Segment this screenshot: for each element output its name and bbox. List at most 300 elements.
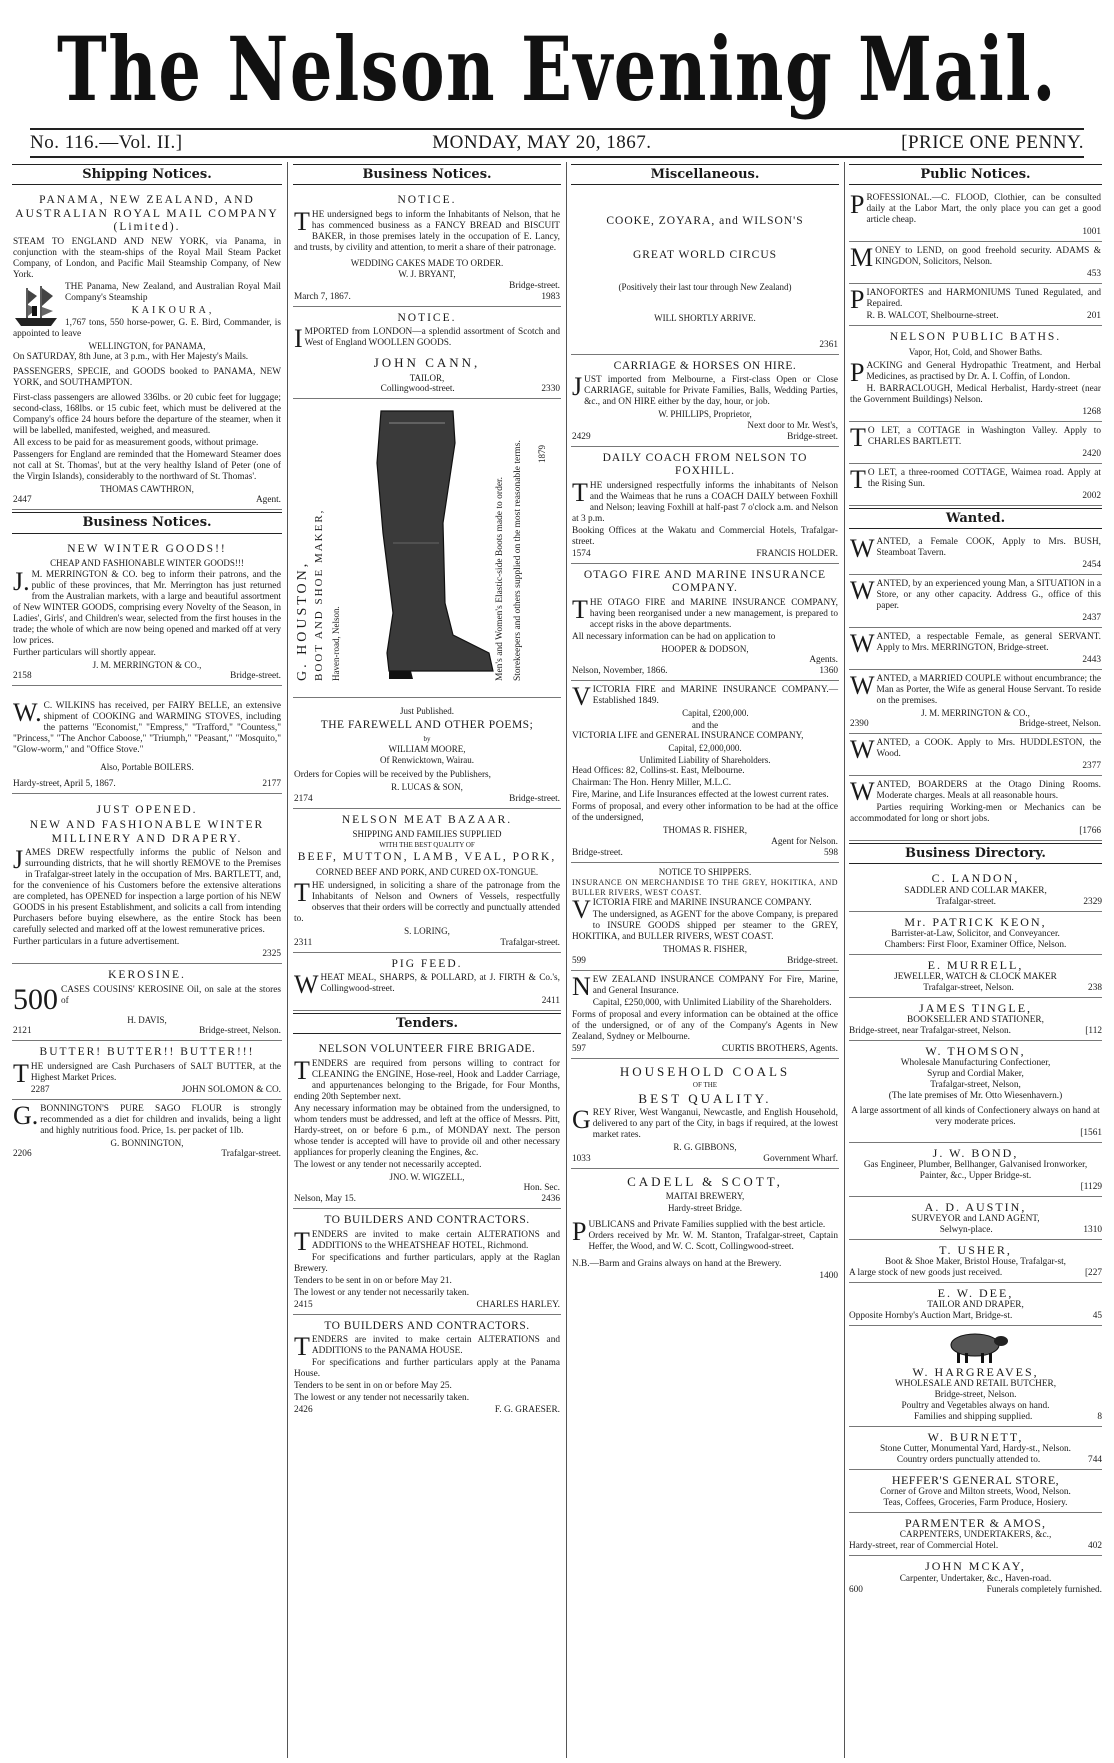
ad-heading: JUST OPENED. xyxy=(96,803,198,816)
directory-line: Stone Cutter, Monumental Yard, Hardy-st., Nelson. xyxy=(880,1444,1071,1455)
directory-line: Boot & Shoe Maker, Bristol House, Trafalgar-st, xyxy=(885,1257,1066,1268)
directory-entry xyxy=(849,998,1102,1041)
section-heading-wanted: Wanted. xyxy=(849,508,1102,529)
ad-text: Just Published. xyxy=(399,706,454,717)
ad-signature: JNO. W. WIGZELL, xyxy=(389,1171,465,1182)
section-heading-shipping: Shipping Notices. xyxy=(12,164,282,185)
ad-number: 2436 xyxy=(541,1194,560,1205)
ad-number: 8 xyxy=(1097,1412,1102,1423)
directory-name: W. BURNETT, xyxy=(927,1430,1024,1445)
directory-entry xyxy=(849,1283,1102,1326)
ad-number: 453 xyxy=(1087,269,1101,280)
directory-line: JEWELLER, WATCH & CLOCK MAKER xyxy=(894,971,1057,982)
ad-subheading: MAITAI BREWERY, xyxy=(665,1191,745,1202)
ad-text: WITH THE BEST QUALITY OF xyxy=(379,840,475,849)
section-heading-business: Business Notices. xyxy=(293,164,561,185)
ad-text: The lowest or any tender not necessarily taken. xyxy=(294,1392,470,1403)
ad-address: Trafalgar-street. xyxy=(500,937,560,948)
ad-number: 1310 xyxy=(1083,1224,1102,1235)
ad-text: Passengers for England are reminded that the Homeward Steamer does not call at St. Thomas', but at the very healthy Island of Peter (one of the Virgin Islands), considerably to the northward of St. Thomas'. xyxy=(13,449,281,482)
ad-foxhill-coach xyxy=(571,447,839,564)
ad-address: Bridge-street. xyxy=(787,431,838,442)
ad-fire-brigade xyxy=(293,1038,561,1209)
ad-number: [1129 xyxy=(1080,1181,1102,1192)
ad-number: 1400 xyxy=(819,1271,838,1282)
ad-text: Tenders to be sent in on or before May 21. xyxy=(294,1275,452,1286)
ad-heading: NELSON PUBLIC BATHS. xyxy=(889,331,1062,344)
directory-line: Wholesale Manufacturing Confectioner, xyxy=(900,1057,1051,1068)
ad-subheading: NEW AND FASHIONABLE WINTER MILLINERY AND DRAPERY. xyxy=(29,819,265,845)
ad-public-baths xyxy=(849,326,1102,422)
ad-text: THE Panama, New Zealand, and Australian Royal Mail Company's Steamship xyxy=(65,281,281,303)
ad-heading: COOKE, ZOYARA, and WILSON'S xyxy=(606,215,804,228)
ad-heading: NEW WINTER GOODS!! xyxy=(67,542,227,555)
ad-text: Further particulars in a future advertisement. xyxy=(13,937,180,948)
ad-text: JUST imported from Melbourne, a First-class Open or Close CARRIAGE, suitable for Private Families, Balls, Wedding Parties, &c., and ON HIRE either by the day, hour, or job. xyxy=(572,372,838,408)
ad-heading: TO BUILDERS AND CONTRACTORS. xyxy=(324,1214,530,1227)
ad-number: 599 xyxy=(572,955,586,966)
directory-line: Teas, Coffees, Groceries, Farm Produce, Hosiery. xyxy=(883,1498,1068,1509)
ad-address: Hardy-street, April 5, 1867. xyxy=(13,778,116,789)
ad-signature: CHARLES HARLEY. xyxy=(476,1299,560,1310)
column-1 xyxy=(12,162,282,1758)
ad-text: CORNED BEEF AND PORK, AND CURED OX-TONGUE. xyxy=(315,866,539,877)
ad-address: Bridge-street, Nelson. xyxy=(199,1026,281,1037)
directory-entry xyxy=(849,912,1102,955)
ad-number: 2377 xyxy=(1082,761,1101,772)
directory-entry xyxy=(849,1143,1102,1197)
ad-text: For specifications and further particulars apply at the Panama House. xyxy=(294,1358,560,1379)
ad-text: THE undersigned are Cash Purchasers of SALT BUTTER, at the Highest Market Prices. xyxy=(13,1058,281,1088)
ad-heading: TO BUILDERS AND CONTRACTORS. xyxy=(324,1319,530,1332)
ad-panama-mail xyxy=(12,189,282,510)
ad-kerosine xyxy=(12,964,282,1041)
ad-number: 2420 xyxy=(1082,448,1101,459)
ad-text: PASSENGERS, SPECIE, and GOODS booked to PANAMA, NEW YORK, and SOUTHAMPTON. xyxy=(13,367,281,389)
ad-title: Agent. xyxy=(255,495,281,506)
ad-text: INSURANCE ON MERCHANDISE TO THE GREY, HOKITIKA, AND BULLER RIVERS, WEST COAST. xyxy=(572,878,838,897)
ad-heading: HOUSEHOLD COALS xyxy=(619,1063,791,1079)
ad-james-drew xyxy=(12,794,282,964)
ad-signature: S. LORING, xyxy=(404,925,450,936)
ad-heading: PANAMA, NEW ZEALAND, AND AUSTRALIAN ROYAL MAIL COMPANY (Limited). xyxy=(15,194,279,234)
ad-number: 597 xyxy=(572,1043,586,1054)
ad-flood-clothier xyxy=(849,189,1102,242)
ad-text: Capital, £2,000,000. xyxy=(668,743,742,754)
directory-line: A large stock of new goods just received. xyxy=(849,1268,1003,1279)
ad-text: NEW ZEALAND INSURANCE COMPANY For Fire, Marine, and General Insurance. xyxy=(572,971,838,1001)
ad-quantity: 500 xyxy=(13,982,58,1016)
ad-number: 1574 xyxy=(572,548,591,559)
ad-signature: J. M. MERRINGTON & CO., xyxy=(921,707,1030,718)
ad-heading: CARRIAGE & HORSES ON HIRE. xyxy=(613,359,797,372)
ad-number: 744 xyxy=(1088,1455,1102,1466)
ad-text: Forms of proposal, and every other information to be had at the office of the undersigned, xyxy=(572,802,838,824)
ad-text: SHIPPING AND FAMILIES SUPPLIED xyxy=(352,829,502,840)
ad-number: 1033 xyxy=(572,1153,591,1164)
ad-wanted-servant xyxy=(849,628,1102,670)
ad-houston-boots xyxy=(293,403,561,698)
directory-entry xyxy=(849,1041,1102,1143)
ad-signature: R. LUCAS & SON, xyxy=(391,781,463,792)
column-rule xyxy=(844,162,845,1758)
ad-to-let-2 xyxy=(849,464,1102,506)
directory-line: Bridge-street, Nelson. xyxy=(934,1390,1017,1401)
ad-text: Storekeepers and others supplied on the most reasonable terms. xyxy=(513,440,523,682)
ad-address: Bridge-street. xyxy=(230,671,281,682)
ad-text: Any necessary information may be obtained from the undersigned, to whom tenders must be addressed, and left at the office of Messrs. Pitt, Hardy-street, on or before 6 p.m., of MONDAY next. The person whose tender is accepted will have to provide oil and other necessary appliances for properly cleaning the Engines, &c. xyxy=(294,1103,560,1158)
ad-nz-insurance xyxy=(571,971,839,1059)
ad-meat-bazaar xyxy=(293,809,561,953)
ad-number: 2325 xyxy=(262,949,281,960)
ad-text: For specifications and further particulars, apply at the Raglan Brewery. xyxy=(294,1252,560,1274)
directory-line: Funerals completely furnished. xyxy=(986,1584,1102,1595)
ad-number: 2330 xyxy=(541,384,560,395)
ad-text: PUBLICANS and Private Families supplied with the best article. xyxy=(572,1216,826,1246)
ad-text: TO LET, a three-roomed COTTAGE, Waimea road. Apply at the Rising Sun. xyxy=(850,464,1101,494)
ad-otago-insurance xyxy=(571,564,839,682)
directory-name: J. W. BOND, xyxy=(932,1145,1019,1160)
ad-trade: TAILOR, xyxy=(409,372,445,383)
ad-number: 2361 xyxy=(819,339,838,350)
ad-text: PIANOFORTES and HARMONIUMS Tuned Regulated, and Repaired. xyxy=(850,285,1101,315)
column-3 xyxy=(571,162,839,1758)
ad-moore-poems xyxy=(293,702,561,808)
directory-line: Corner of Grove and Milton streets, Wood, Nelson. xyxy=(880,1487,1071,1498)
ad-text: CASES COUSINS' KEROSINE Oil, on sale at the stores of xyxy=(61,984,281,1006)
column-rule xyxy=(566,162,567,1758)
ad-heading: PIG FEED. xyxy=(391,957,463,970)
directory-name: JOHN MCKAY, xyxy=(925,1559,1026,1574)
directory-name: W. HARGREAVES, xyxy=(912,1365,1039,1380)
ad-number: 1360 xyxy=(819,666,838,677)
ad-date: Nelson, May 15. xyxy=(294,1194,356,1205)
ad-address: Haven-road, Nelson. xyxy=(331,606,341,682)
ad-trade: BOOT AND SHOE MAKER, xyxy=(313,508,325,682)
ad-text: THE OTAGO FIRE and MARINE INSURANCE COMPANY, having been reorganised under a new management, is prepared to accept risks in the above departments. xyxy=(572,594,838,630)
directory-line: Syrup and Cordial Maker, xyxy=(927,1068,1024,1079)
ad-wilkins-stoves xyxy=(12,686,282,793)
ad-number: 201 xyxy=(1087,311,1101,322)
ad-wanted-boarders xyxy=(849,776,1102,841)
ad-text: (Positively their last tour through New Zealand) xyxy=(618,282,792,293)
ad-text: VICTORIA FIRE and MARINE INSURANCE COMPANY.—Established 1849. xyxy=(572,682,838,712)
ad-text: On SATURDAY, 8th June, at 3 p.m., with Her Majesty's Mails. xyxy=(13,352,249,363)
ad-address: Next door to Mr. West's, xyxy=(747,420,838,431)
ad-address: Collingwood-street. xyxy=(380,384,455,395)
directory-line: Opposite Hornby's Auction Mart, Bridge-st. xyxy=(849,1311,1013,1322)
directory-line: Selwyn-place. xyxy=(939,1224,993,1235)
directory-line: Poultry and Vegetables always on hand. xyxy=(901,1401,1050,1412)
ad-text: W.C. WILKINS has received, per FAIRY BELLE, an extensive shipment of COOKING and WARMING STOVES, including the patterns "Economist," "Empress," "Trafford," "Countess," "Princess," "The Anchor Caboose," "Triumph," "Peasant," "Mosquito," "Glow-worm," and "Office Stove." xyxy=(13,698,281,756)
ad-address: Bridge-street. xyxy=(572,847,623,858)
ad-text: PROFESSIONAL.—C. FLOOD, Clothier, can be consulted daily at the Labor Mart, the only place you can get a good article cheap. xyxy=(850,190,1101,226)
directory-name: Mr. PATRICK KEON, xyxy=(904,914,1047,929)
ad-number: 2454 xyxy=(1082,560,1101,571)
directory-line: WHOLESALE AND RETAIL BUTCHER, xyxy=(894,1379,1057,1390)
dateline xyxy=(30,128,1084,158)
directory-entry xyxy=(849,1326,1102,1427)
ad-winter-goods xyxy=(12,538,282,687)
ad-signature: R. B. WALCOT, Shelbourne-street. xyxy=(866,311,999,322)
ad-number: 598 xyxy=(824,847,838,858)
ad-text: The undersigned, as AGENT for the above Company, is prepared to INSURE GOODS shipped per steamer to the GREY, HOKITIKA, and BULLER RIVERS, WEST COAST. xyxy=(572,910,838,943)
directory-line: Trafalgar-street. xyxy=(936,896,997,907)
ad-text: Fire, Marine, and Life Insurances effected at the lowest current rates. xyxy=(572,790,829,801)
ad-title: Hon. Sec. xyxy=(523,1183,560,1194)
ad-address: Bridge-street. xyxy=(509,793,560,804)
directory-name: HEFFER'S GENERAL STORE, xyxy=(891,1473,1060,1488)
ad-text: WANTED, a COOK. Apply to Mrs. HUDDLESTON, the Wood. xyxy=(850,735,1101,765)
ad-butter xyxy=(12,1041,282,1099)
directory-line: SADDLER AND COLLAR MAKER, xyxy=(904,885,1047,896)
directory-line: BOOKSELLER AND STATIONER, xyxy=(907,1014,1044,1025)
ad-heading: BUTTER! BUTTER!! BUTTER!!! xyxy=(39,1046,255,1059)
column-4 xyxy=(849,162,1102,1758)
ad-text: STEAM TO ENGLAND AND NEW YORK, via Panama, in conjunction with the steam-ships of the Royal Mail Steam Packet Company, of London, and Pacific Mail Steamship Company, of New York. xyxy=(13,237,281,280)
ad-text: The lowest or any tender not necessarily accepted. xyxy=(294,1159,482,1170)
ad-signature: THOMAS CAWTHRON, xyxy=(100,483,194,494)
ad-name: JOHN CANN, xyxy=(373,355,481,371)
section-heading-tenders: Tenders. xyxy=(293,1013,561,1034)
ad-text: TENDERS are invited to make certain ALTERATIONS and ADDITIONS to the PANAMA HOUSE. xyxy=(294,1332,560,1362)
ad-text: WANTED, BOARDERS at the Otago Dining Rooms. Moderate charges. Meals at all reasonable hours. xyxy=(850,777,1101,807)
ad-text: Capital, £250,000, with Unlimited Liability of the Shareholders. xyxy=(592,997,832,1008)
ad-john-cann xyxy=(293,307,561,399)
directory-line: TAILOR AND DRAPER, xyxy=(927,1300,1024,1311)
ad-signature: FRANCIS HOLDER. xyxy=(756,548,838,559)
ad-address: Trafalgar-street. xyxy=(221,1149,281,1160)
ad-money-lend xyxy=(849,242,1102,284)
ad-text: Chairman: The Hon. Henry Miller, M.L.C. xyxy=(572,778,732,789)
directory-line: Trafalgar-street, Nelson. xyxy=(923,982,1014,993)
ad-heading: NELSON MEAT BAZAAR. xyxy=(341,813,513,826)
ad-address: Government Wharf. xyxy=(763,1153,838,1164)
ad-to-let-1 xyxy=(849,422,1102,464)
ad-carriage-hire xyxy=(571,355,839,447)
ad-number: 2121 xyxy=(13,1026,32,1037)
ad-text: TENDERS are invited to make certain ALTERATIONS and ADDITIONS to the WHEATSHEAF HOTEL, Richmond. xyxy=(294,1226,560,1256)
directory-name: E. W. DEE, xyxy=(937,1285,1014,1300)
ad-date: March 7, 1867. xyxy=(294,291,351,302)
directory-name: T. USHER, xyxy=(939,1242,1012,1257)
directory-entry xyxy=(849,868,1102,911)
ad-text: Vapor, Hot, Cold, and Shower Baths. xyxy=(908,346,1043,357)
ad-address: Hardy-street Bridge. xyxy=(668,1202,742,1213)
ad-text: First-class passengers are allowed 336lbs. or 20 cubic feet for luggage; second-class, 168lbs. or 15 cubic feet, which must be delivered at the Company's office 24 hours before the departure of the steamer, when it will be labelled, manifested, weighed, and measured. xyxy=(13,393,281,436)
ad-signature: CURTIS BROTHERS, Agents. xyxy=(721,1043,838,1054)
issue-price: [PRICE ONE PENNY. xyxy=(901,132,1084,153)
ad-household-coals xyxy=(571,1059,839,1169)
ad-text: WHEAT MEAL, SHARPS, & POLLARD, at J. FIRTH & Co.'s, Collingwood-street. xyxy=(294,970,560,1000)
ad-text: JAMES DREW respectfully informs the public of Nelson and surrounding districts, that he will shortly REMOVE to the Premises in Trafalgar-street lately in the occupation of Mrs. BARTLETT, and, for the convenience of his Customers before the extensive alterations are completed, has OPENED for inspection a large portion of his NEW GOODS in his present Establishment, and solicits a call from intending Purchasers before buying elsewhere, as the entire Stock has been carefully selected and marked off at the lowest remunerative prices. xyxy=(13,845,281,936)
ad-text: VICTORIA FIRE and MARINE INSURANCE COMPANY. xyxy=(572,895,812,925)
ad-number: 2002 xyxy=(1082,490,1101,501)
ad-heading: OTAGO FIRE AND MARINE INSURANCE COMPANY. xyxy=(583,568,827,595)
masthead xyxy=(0,8,1114,126)
ad-text: TENDERS are required from persons willing to contract for CLEANING the ENGINE, Hose-reel, Hook and Ladder Carriage, and appurtenances belonging to the Brigade, for Four Months, ending 20th September next. xyxy=(294,1055,560,1102)
masthead-title: The Nelson Evening Mail. xyxy=(57,17,1057,121)
ad-text: Parties requiring Working-men or Mechanics can be accommodated for long or short jobs. xyxy=(850,803,1101,825)
ad-text: All necessary information can be had on application to xyxy=(572,631,776,642)
ad-number: 2206 xyxy=(13,1149,32,1160)
ad-heading: NOTICE. xyxy=(397,194,457,207)
ad-number: 2390 xyxy=(850,719,869,730)
ad-heading: NOTICE TO SHIPPERS. xyxy=(658,866,752,877)
directory-name: A. D. AUSTIN, xyxy=(924,1199,1027,1214)
directory-line: SURVEYOR and LAND AGENT, xyxy=(911,1213,1040,1224)
ad-text: Orders received by Mr. W. M. Stanton, Trafalgar-street, Captain Heffer, the Wood, and W. C. Scott, Collingwood-street. xyxy=(588,1231,838,1253)
directory-line: Bridge-street, near Trafalgar-street, Nelson. xyxy=(849,1025,1011,1036)
ad-date: Nelson, November, 1866. xyxy=(572,666,668,677)
ad-pig-feed xyxy=(293,953,561,1011)
column-2 xyxy=(293,162,561,1758)
ad-number: [227 xyxy=(1084,1268,1102,1279)
ad-signature: F. G. GRAESER. xyxy=(494,1404,560,1415)
directory-entry xyxy=(849,1556,1102,1598)
ad-number: 2447 xyxy=(13,495,32,506)
ad-sago-flour xyxy=(12,1100,282,1163)
ad-text: Further particulars will shortly appear. xyxy=(13,647,156,658)
ad-number: 1268 xyxy=(1082,407,1101,418)
ad-text: by xyxy=(423,734,431,743)
ad-text: The lowest or any tender not necessarily taken. xyxy=(294,1287,470,1298)
ad-signature: THOMAS R. FISHER, xyxy=(662,944,747,955)
ad-address: Bridge-street, Nelson. xyxy=(1019,719,1101,730)
issue-date: MONDAY, MAY 20, 1867. xyxy=(432,132,652,153)
ad-text: VICTORIA LIFE and GENERAL INSURANCE COMPANY, xyxy=(572,731,804,742)
ad-number: 2329 xyxy=(1083,896,1102,907)
ad-text: TO LET, a COTTAGE in Washington Valley. Apply to CHARLES BARTLETT. xyxy=(850,423,1101,453)
ad-text: WEDDING CAKES MADE TO ORDER. xyxy=(350,257,504,268)
directory-name: E. MURRELL, xyxy=(927,957,1024,972)
section-heading-business: Business Notices. xyxy=(12,512,282,533)
ad-signature: W. J. BRYANT, xyxy=(398,269,456,280)
ad-text: WILL SHORTLY ARRIVE. xyxy=(654,313,756,324)
ad-text: Men's and Women's Elastic-side Boots made to order. xyxy=(495,477,505,682)
ad-text: G.BONNINGTON'S PURE SAGO FLOUR is strongly recommended as a diet for children and invalids, being a light and highly nutritious food. Price, 1s. per packet of 1lb. xyxy=(13,1100,281,1136)
ad-text: THE undersigned, in soliciting a share of the patronage from the Inhabitants of Nelson and Owners of Vessels, respectfully observes that their orders will be correctly and punctually attended to. xyxy=(294,878,560,925)
ad-wanted-cook xyxy=(849,533,1102,575)
section-heading-public: Public Notices. xyxy=(849,164,1102,185)
directory-name: PARMENTER & AMOS, xyxy=(905,1516,1046,1531)
ad-text: PACKING and General Hydropathic Treatment, and Herbal Medicines, as practised by Dr. A. I. Coffin, of London. xyxy=(850,358,1101,388)
directory-name: JAMES TINGLE, xyxy=(918,1000,1033,1015)
ship-icon xyxy=(13,284,59,328)
ad-text: OF THE xyxy=(692,1080,718,1089)
directory-line: Chambers: First Floor, Examiner Office, Nelson. xyxy=(884,939,1067,950)
ad-heading: CADELL & SCOTT, xyxy=(627,1173,783,1189)
directory-name: C. LANDON, xyxy=(931,871,1020,886)
ad-number: 2437 xyxy=(1082,612,1101,623)
ad-bryant-bakery xyxy=(293,189,561,307)
ad-pianofortes xyxy=(849,284,1102,326)
directory-line: Barrister-at-Law, Solicitor, and Conveyancer. xyxy=(891,928,1060,939)
ad-text: Unlimited Liability of Shareholders. xyxy=(639,754,771,765)
ad-text: Head Offices: 82, Collins-st. East, Melbourne. xyxy=(572,766,745,777)
ad-signature: THOMAS R. FISHER, xyxy=(662,825,747,836)
directory-entry xyxy=(849,1470,1102,1513)
ad-number: 45 xyxy=(1092,1311,1102,1322)
ad-signature: R. G. GIBBONS, xyxy=(673,1142,737,1153)
ad-text: Booking Offices at the Wakatu and Commercial Hotels, Trafalgar-street. xyxy=(572,525,838,547)
ad-title: Agents. xyxy=(809,655,838,666)
ad-heading: NELSON VOLUNTEER FIRE BRIGADE. xyxy=(318,1043,536,1056)
ad-text: 1,767 tons, 550 horse-power, G. E. Bird, Commander, is appointed to leave xyxy=(13,317,281,339)
directory-entry xyxy=(849,1427,1102,1470)
directory-entry xyxy=(849,1513,1102,1556)
directory-line: A large assortment of all kinds of Confectionery always on hand at very moderate prices. xyxy=(851,1105,1100,1127)
ad-number: 2411 xyxy=(541,996,560,1007)
ad-circus xyxy=(571,189,839,354)
ad-number: 1983 xyxy=(541,291,560,302)
ad-wanted-situation xyxy=(849,575,1102,628)
ad-heading: DAILY COACH FROM NELSON TO FOXHILL. xyxy=(602,451,808,478)
ad-text: Capital, £200,000. xyxy=(682,708,749,719)
ad-signature: J. M. MERRINGTON & CO., xyxy=(92,659,202,670)
ad-text: WANTED, a Female COOK, Apply to Mrs. BUSH, Steamboat Tavern. xyxy=(850,534,1101,564)
ad-author: WILLIAM MOORE, xyxy=(388,743,466,754)
directory-entry xyxy=(849,1240,1102,1283)
ad-wanted-couple xyxy=(849,670,1102,734)
ad-signature: HOOPER & DODSON, xyxy=(661,643,749,654)
ad-text: H. BARRACLOUGH, Medical Herbalist, Hardy-street (near the Government Buildings) Nelson. xyxy=(850,384,1101,406)
ad-number: 2287 xyxy=(30,1084,50,1095)
directory-line: Families and shipping supplied. xyxy=(914,1412,1033,1423)
ad-heading: KEROSINE. xyxy=(108,969,186,982)
ad-number: 2174 xyxy=(294,793,313,804)
ad-text: WANTED, a MARRIED COUPLE without encumbrance; the Man as Porter, the Wife as general House Servant. To reside on the premises. xyxy=(850,670,1101,706)
directory-entry xyxy=(849,1197,1102,1240)
ad-number: [1561 xyxy=(1080,1127,1102,1138)
ad-wanted-cook-2 xyxy=(849,734,1102,776)
directory-line: (The late premises of Mr. Otto Wiesenhavern.) xyxy=(888,1090,1063,1101)
ad-text: Forms of proposal and every information can be obtained at the office of the undersigned, or of any of the Company's Agents in New Zealand, Sydney or Melbourne. xyxy=(572,1009,838,1042)
directory-line: Gas Engineer, Plumber, Bellhanger, Galvanised Ironworker, Painter, &c., Upper Bridge-st. xyxy=(863,1159,1088,1181)
ad-text: Orders for Copies will be received by the Publishers, xyxy=(294,769,491,780)
ad-number: 2426 xyxy=(294,1404,313,1415)
ad-signature: W. PHILLIPS, Proprietor, xyxy=(658,409,752,420)
ad-cadell-scott xyxy=(571,1169,839,1285)
ad-number: 600 xyxy=(849,1584,863,1595)
ad-text: All excess to be paid for as measurement goods, without primage. xyxy=(13,437,259,448)
section-heading-misc: Miscellaneous. xyxy=(571,164,839,185)
ad-number: 2158 xyxy=(13,671,32,682)
directory-line: Trafalgar-street, Nelson, xyxy=(930,1079,1021,1090)
ad-signature: G. BONNINGTON, xyxy=(110,1137,184,1148)
ad-text: Also, Portable BOILERS. xyxy=(100,762,194,773)
ad-notice-shippers xyxy=(571,863,839,971)
ad-number: 2443 xyxy=(1082,654,1101,665)
directory-entry xyxy=(849,955,1102,998)
ad-number: 2177 xyxy=(262,778,281,789)
ad-text: WANTED, by an experienced young Man, a SITUATION in a Store, or any other capacity. Address G., office of this paper. xyxy=(850,576,1101,612)
ad-ship-name: KAIKOURA, xyxy=(131,304,215,316)
ad-heading: NOTICE. xyxy=(397,311,457,324)
issue-number: No. 116.—Vol. II.] xyxy=(30,132,183,153)
directory-line: Country orders punctually attended to. xyxy=(896,1455,1041,1466)
ad-number: [1766 xyxy=(1079,826,1101,837)
section-heading-directory: Business Directory. xyxy=(849,843,1102,864)
ad-number: 402 xyxy=(1088,1541,1102,1552)
ad-number: 2311 xyxy=(294,937,313,948)
ad-builders-wheatsheaf xyxy=(293,1209,561,1314)
ad-text: IMPORTED from LONDON—a splendid assortment of Scotch and West of England WOOLLEN GOODS. xyxy=(294,324,560,354)
directory-name: W. THOMSON, xyxy=(925,1043,1026,1058)
ad-text: MONEY to LEND, on good freehold security. ADAMS & KINGDON, Solicitors, Nelson. xyxy=(850,243,1101,273)
masthead-banner xyxy=(0,8,1114,126)
ad-address: Bridge-street. xyxy=(509,280,560,291)
